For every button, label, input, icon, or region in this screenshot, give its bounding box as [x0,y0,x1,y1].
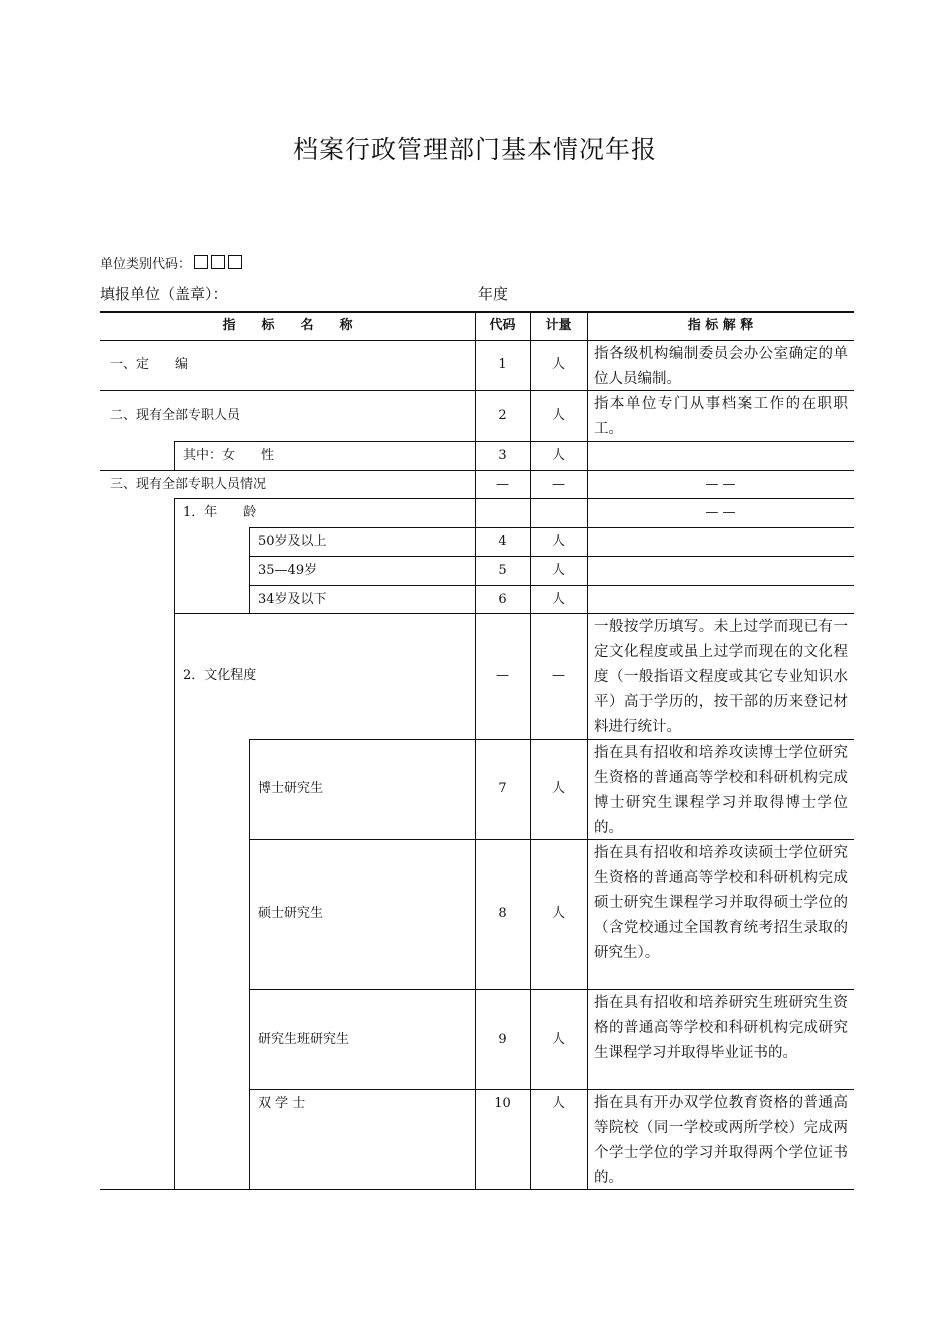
header-code: 代码 [489,318,516,333]
row-unit: 人 [551,534,565,549]
row-code: 5 [498,563,507,578]
row-explain: 指在具有开办双学位教育资格的普通高等院校（同一学校或两所学校）完成两个学士学位的学习并取得两个学位证书的。 [594,1095,848,1186]
unit-code-label: 单位类别代码： [100,257,192,272]
table-top-border [100,311,854,313]
row-name: 其中：女 性 [183,448,275,463]
row-unit: — [552,668,565,683]
row-explain: 指在具有招收和培养攻读硕士学位研究生资格的普通高等学校和科研机构完成硕士研究生课程学习并取得硕士学位的（含党校通过全国教育统考招生录取的研究生）。 [594,845,848,961]
row-name: 博士研究生 [258,781,324,796]
row-name: 双 学 士 [258,1096,306,1111]
row-explain: — — [705,505,736,520]
row-divider [249,556,854,557]
row-code: 7 [498,781,507,796]
row-code: 6 [498,592,507,607]
row-unit: 人 [551,1096,565,1111]
row-code: 4 [498,534,507,549]
col-divider [587,311,588,1190]
row-unit: 人 [551,563,565,578]
header-explain: 指 标 解 释 [687,318,754,333]
row-unit: 人 [551,781,565,796]
row-name: 三、现有全部专职人员情况 [110,477,267,492]
row-divider [174,498,854,499]
row-name: 34岁及以下 [258,592,327,607]
row-divider [174,613,854,614]
row-unit: 人 [551,448,565,463]
header-unit: 计量 [545,318,572,333]
row-divider [249,1089,854,1090]
row-code: — [496,668,509,683]
row-name: 二、现有全部专职人员 [110,408,241,423]
row-code: — [496,477,509,492]
row-name: 50岁及以上 [258,534,327,549]
row-divider [100,470,854,471]
row-unit: — [552,477,565,492]
row-explain: 指在具有招收和培养攻读博士学位研究生资格的普通高等学校和科研机构完成博士研究生课程学习并取得博士学位的。 [594,745,848,836]
col-divider [174,498,175,1190]
row-divider [249,585,854,586]
row-unit: 人 [551,906,565,921]
row-explain: — — [705,477,736,492]
row-explain: 指各级机构编制委员会办公室确定的单位人员编制。 [594,346,848,387]
row-code: 3 [498,448,507,463]
row-code: 8 [498,906,507,921]
row-unit: 人 [551,408,565,423]
row-name: 研究生班研究生 [258,1032,350,1047]
row-unit: 人 [551,357,565,372]
row-code: 9 [498,1032,507,1047]
row-code: 1 [498,357,507,372]
year-label: 年度 [478,285,509,303]
col-divider [249,739,250,1190]
row-code: 2 [498,408,507,423]
row-name: 一、定 编 [110,357,189,372]
header-name: 指 标 名 称 [222,318,353,333]
row-divider [249,989,854,990]
col-divider [174,441,175,471]
row-divider [249,527,854,528]
row-unit: 人 [551,592,565,607]
col-divider [530,311,531,1190]
page-title: 档案行政管理部门基本情况年报 [292,135,657,164]
row-name: 2．文化程度 [183,668,257,683]
row-explain: 一般按学历填写。未上过学而现已有一定文化程度或虽上过学而现在的文化程度（一般指语文程度或其它专业知识水平）高于学历的，按干部的历来登记材料进行统计。 [594,619,848,735]
header-bottom-border [100,340,854,341]
col-divider [475,311,476,1190]
row-name: 1．年 龄 [183,505,257,520]
fill-unit-label: 填报单位（盖章）： [100,285,228,303]
row-explain: 指在具有招收和培养研究生班研究生资格的普通高等学校和科研机构完成研究生课程学习并取得毕业证书的。 [594,995,848,1061]
row-name: 35—49岁 [258,563,318,578]
row-explain: 指本单位专门从事档案工作的在职职工。 [594,396,848,437]
row-unit: 人 [551,1032,565,1047]
row-name: 硕士研究生 [258,906,324,921]
col-divider [249,527,250,614]
row-code: 10 [494,1096,511,1111]
